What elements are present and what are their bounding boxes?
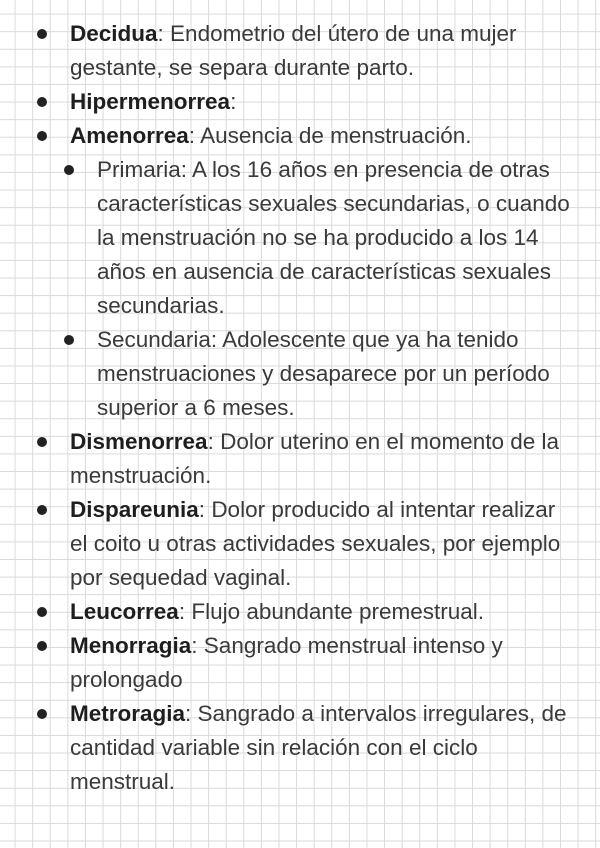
bullet-icon: [64, 335, 74, 345]
term-separator: :: [157, 21, 171, 46]
bullet-icon: [37, 709, 47, 719]
bullet-icon: [37, 29, 47, 39]
term-separator: :: [178, 599, 192, 624]
subitem-text: Secundaria: Adolescente que ya ha tenido menstruaciones y desaparece por un período superior a 6 meses.: [97, 327, 550, 420]
definition-text: Endometrio del útero de una mujer gestante, se separa durante parto.: [70, 21, 517, 80]
term-label: Dismenorrea: [70, 429, 208, 454]
list-item-hipermenorrea: [70, 85, 570, 119]
term-label: Decidua: [70, 21, 158, 46]
term-separator: :: [230, 89, 237, 114]
term-label: Menorragia: [70, 633, 192, 658]
term-label: Amenorrea: [70, 123, 189, 148]
definition-text: Sangrado menstrual intenso y prolongado: [70, 633, 503, 692]
term-label: Leucorrea: [70, 599, 179, 624]
term-separator: :: [188, 123, 201, 148]
list-item-dispareunia: [70, 493, 570, 595]
subitem-text: Primaria: A los 16 años en presencia de otras características sexuales secundarias, o cuando la menstruación no se ha producido a los 14 años en ausencia de características sexuales secundarias.: [97, 157, 570, 318]
term-label: Dispareunia: [70, 497, 199, 522]
term-separator: :: [207, 429, 221, 454]
term-separator: :: [191, 633, 204, 658]
list-item-dismenorrea: [70, 425, 570, 493]
list-item-metroragia: [70, 697, 570, 799]
definition-text: Dolor producido al intentar realizar el coito u otras actividades sexuales, por ejemplo por sequedad vaginal.: [70, 497, 561, 590]
bullet-icon: [37, 505, 47, 515]
bullet-icon: [64, 165, 74, 175]
sublist-item-secundaria: [97, 323, 570, 425]
term-label: Metroragia: [70, 701, 186, 726]
definition-text: Ausencia de menstruación.: [200, 123, 472, 148]
definition-text: Flujo abundante premestrual.: [191, 599, 485, 624]
definition-text: Sangrado a intervalos irregulares, de cantidad variable sin relación con el ciclo menstrual.: [70, 701, 567, 794]
amenorrea-sublist: [70, 153, 570, 425]
list-item-leucorrea: [70, 595, 570, 629]
definitions-list: [70, 17, 570, 799]
definition-text: Dolor uterino en el momento de la menstruación.: [70, 429, 560, 488]
term-label: Hipermenorrea: [70, 89, 231, 114]
term-separator: :: [198, 497, 212, 522]
sublist-item-primaria: [97, 153, 570, 323]
list-item-amenorrea: [70, 119, 570, 425]
list-item-menorragia: [70, 629, 570, 697]
term-separator: :: [185, 701, 198, 726]
bullet-icon: [37, 437, 47, 447]
bullet-icon: [37, 641, 47, 651]
bullet-icon: [37, 607, 47, 617]
list-item-decidua: [70, 17, 570, 85]
bullet-icon: [37, 131, 47, 141]
bullet-icon: [37, 97, 47, 107]
